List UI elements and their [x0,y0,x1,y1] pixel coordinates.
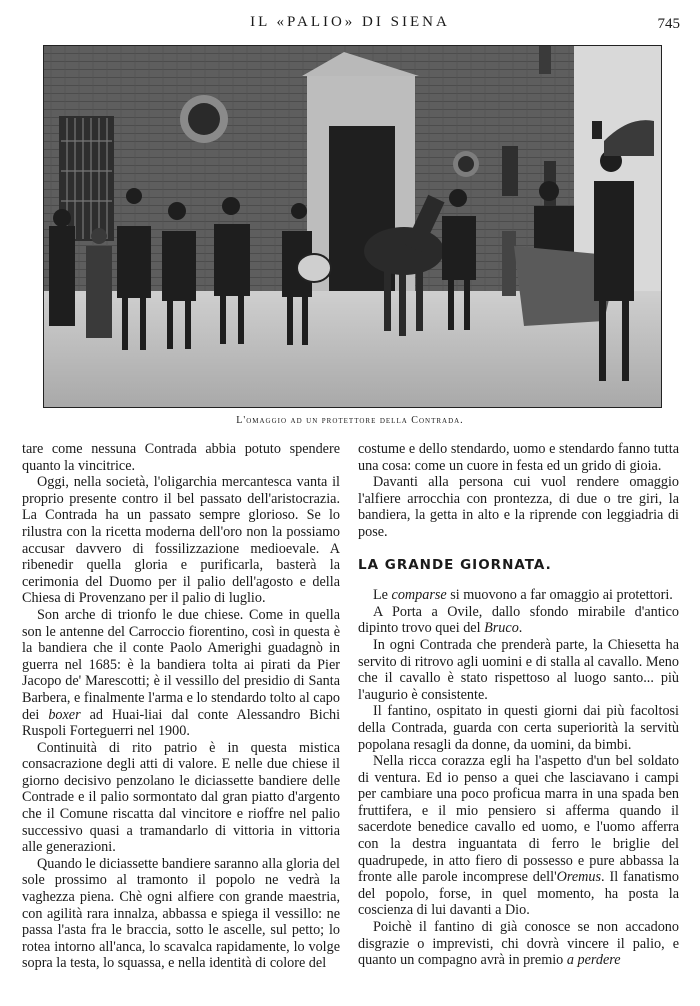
halftone-photograph [43,45,662,408]
paragraph [358,753,679,919]
italic-term: Oremus [556,869,602,886]
paragraph: tare come nessuna Contrada abbia potuto spendere quanto la vincitrice. [22,441,340,474]
figure-caption: L'omaggio ad un protettore della Contrada. [236,415,464,426]
paragraph: Continuità di rito patrio è in questa mistica consacrazione degli atti di valore. E nelle due chiese il giorno decisivo penzolano le diciassette bandiere delle Contrade e il palio sormontato dal gran piatto d'argento che il Comune riscatta dal vincitore e rioffre nel palio successivo quasi a tramandarlo di vittoria in vittoria alle generazioni. [22,739,340,856]
left-column [22,441,340,1001]
paragraph [358,919,679,969]
right-column [358,441,679,1001]
paragraph [358,587,679,604]
paragraph: Oggi, nella società, l'oligarchia mercantesca vanta il proprio presente contro il bel passato dell'aristocrazia. La Contrada ha un passato sempre glorioso. Se lo rilustra con la ricetta moderna dell'oro non la possiamo accusar davvero di fossilizzazione medioevale. A ribenedir quella gloria e purificarla, basterà la cerimonia del Duomo per il palio dell'agosto e della Chiesa di Provenzano per il palio di luglio. [22,474,340,607]
italic-term: Bruco [484,620,519,637]
text-run: Le [373,587,388,604]
photo-illustration [44,46,661,407]
italic-term: a perdere [566,952,621,969]
running-title: IL «PALIO» DI SIENA [250,14,450,30]
text-run: . Il fanatismo del popolo, forse, in quel momento, ha posta la coscienza di lui davanti a Dio. [358,869,679,919]
paragraph: Quando le diciassette bandiere saranno alla gloria del sole prossimo al tramonto il popolo ne vedrà la vaghezza piena. Chè ogni alfiere con grande maestria, con agilità rara innalza, abbassa e spiega il vessillo: ne passa l'asta fra le braccia, sotto le ascelle, sul petto; lo rotea intorno all'anca, lo scavalca rapidamente, lo volge sopra la testa, lo squassa, e nella identità di colore del [22,855,340,972]
italic-term: boxer [48,706,81,723]
text-run: Poichè il fantino di già conosce se non accadono disgrazie o imprevisti, chi dovrà vincere il palio, e quanto un compagno avrà in premio [358,919,679,969]
italic-term: comparse [391,587,447,604]
text-run: . [518,620,523,637]
text-run: Nella ricca corazza egli ha l'aspetto d'un bel soldato di ventura. Ed io penso a quei che lasciavano i campi per cambiare una poco proficua marra in una spada ben fruttifera, e il mio pensiero si afferma quando il sacerdote benedice cavallo ed uomo, e l'uomo afferra con la destra inguantata di ferro le briglie del quadrupede, in atto fiero di possesso e pure abbassa la fronte alle parole incomprese dell' [358,753,679,886]
paragraph: In ogni Contrada che prenderà parte, la Chiesetta ha servito di ritrovo agli uomini e di stalla al cavallo. Meno che il cavallo è stato rispettoso al luogo santo... più l'augurio è consistente. [358,636,679,703]
text-run: Son arche di trionfo le due chiese. Come in quella son le antenne del Carroccio fiorentino, così in questa è la bandiera che il conte Paolo Amerighi guadagnò in guerra nel 1685: è la bandiera tolta ai pirati da Pier Jacopo de' Marescotti; è il vessillo del presidio di Santa Barbera, e finalmente l'arma e lo stendardo tolto al capo dei [22,606,340,723]
page-number: 745 [657,16,680,32]
paragraph [358,604,679,637]
text-run: A Porta a Ovile, dallo sfondo mirabile d'antico dipinto trovo quei del [358,603,679,637]
paragraph: costume e dello stendardo, uomo e stendardo fanno tutta una cosa: come un cuore in festa ed un grido di gioia. [358,441,679,474]
paragraph: Davanti alla persona cui vuol rendere omaggio l'alfiere arrocchia con prontezza, di due o tre giri, la bandiera, la getta in alto e la riprende con leggiadria di pose. [358,474,679,540]
paragraph [22,607,340,740]
text-run: ad Huai-liai dal conte Alessandro Bichi Ruspoli Forteguerri nel 1900. [22,706,340,740]
paragraph: Il fantino, ospitato in questi giorni dai più facoltosi della Contrada, guarda con certa superiorità la servitù popolana resagli da donne, da uomini, da bimbi. [358,703,679,753]
text-run: si muovono a far omaggio ai protettori. [450,587,673,604]
running-head [0,12,700,34]
section-heading: LA GRANDE GIORNATA. [358,556,552,573]
